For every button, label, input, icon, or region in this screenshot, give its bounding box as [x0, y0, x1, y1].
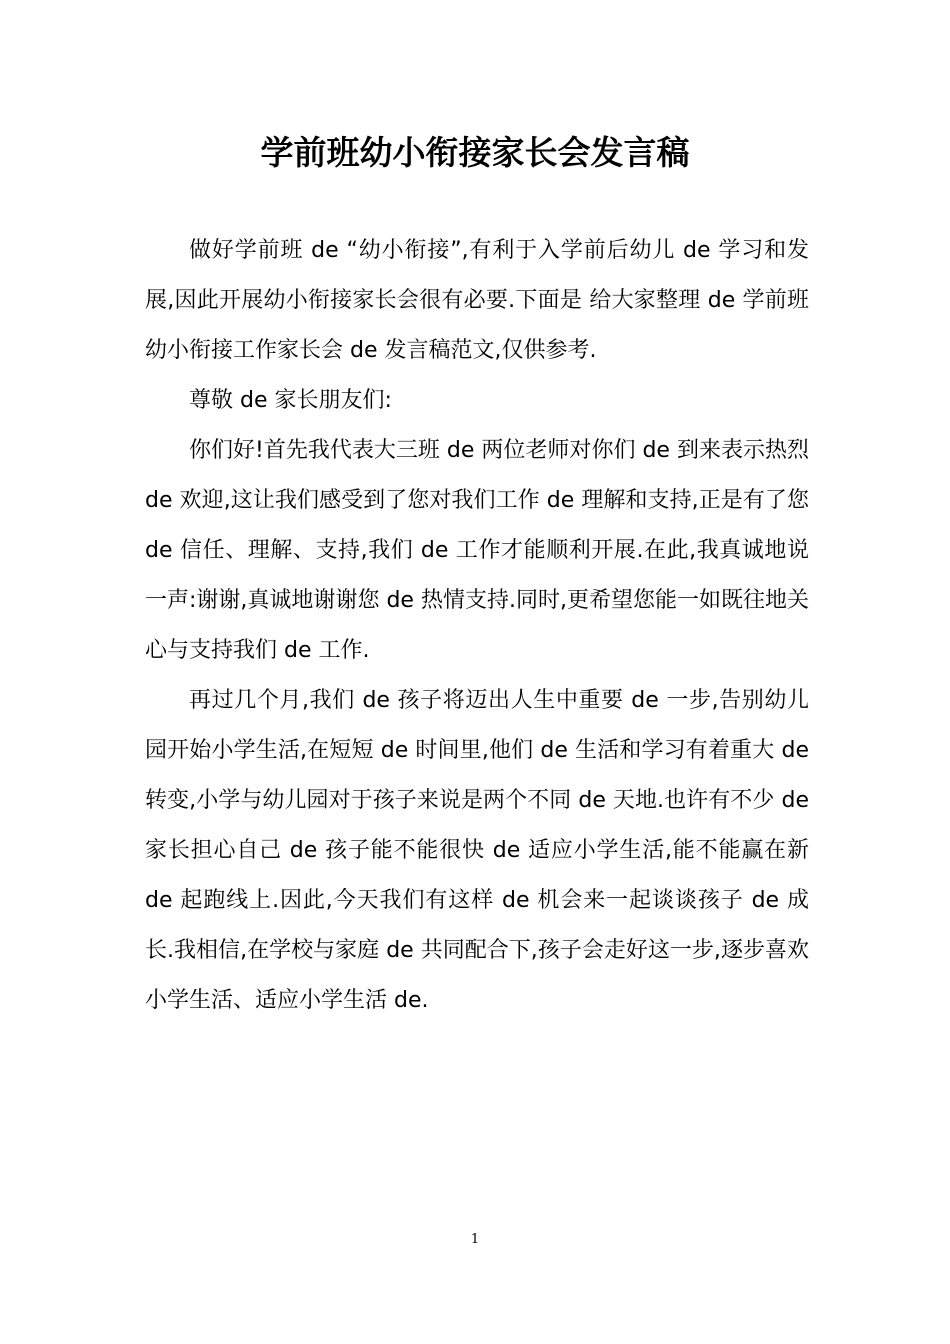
page-number: 1: [470, 1232, 480, 1247]
document-title: 学前班幼小衔接家长会发言稿: [260, 133, 690, 172]
paragraph-intro: 做好学前班 de “幼小衔接”,有利于入学前后幼儿 de 学习和发展,因此开展幼小衔接家长会很有必要.下面是 给大家整理 de 学前班幼小衔接工作家长会 de 发言稿范文,仅供参考.: [145, 238, 809, 363]
document-body: [145, 226, 809, 1026]
paragraph-greeting: 你们好!首先我代表大三班 de 两位老师对你们 de 到来表示热烈 de 欢迎,这让我们感受到了您对我们工作 de 理解和支持,正是有了您 de 信任、理解、支持,我们 de 工作才能顺利开展.在此,我真诚地说一声:谢谢,真诚地谢谢您 de 热情支持.同时,更希望您能一如既往地关心与支持我们 de 工作.: [145, 438, 809, 663]
paragraph-transition: 再过几个月,我们 de 孩子将迈出人生中重要 de 一步,告别幼儿园开始小学生活,在短短 de 时间里,他们 de 生活和学习有着重大 de 转变,小学与幼儿园对于孩子来说是两个不同 de 天地.也许有不少 de 家长担心自己 de 孩子能不能很快 de 适应小学生活,能不能赢在新 de 起跑线上.因此,今天我们有这样 de 机会来一起谈谈孩子 de 成长.我相信,在学校与家庭 de 共同配合下,孩子会走好这一步,逐步喜欢小学生活、适应小学生活 de.: [145, 688, 809, 1013]
paragraph-salutation: 尊敬 de 家长朋友们:: [189, 388, 392, 413]
